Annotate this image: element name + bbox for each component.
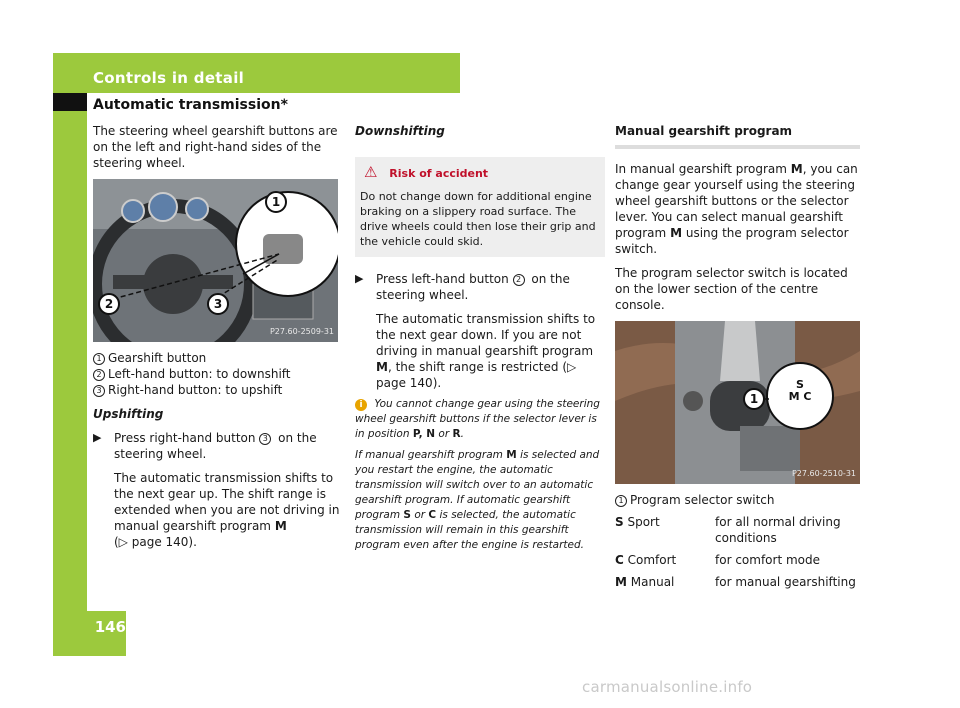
info-note-2-text-e: or <box>414 509 426 521</box>
button-number: 2 <box>513 274 525 286</box>
mode-name: Manual <box>630 575 675 589</box>
upshift-heading: Upshifting <box>93 407 164 421</box>
program-letter: C <box>428 509 437 521</box>
steering-wheel-illustration <box>93 179 338 342</box>
steering-wheel-figure <box>93 179 338 342</box>
callout-1: 1 <box>743 388 765 410</box>
downshift-step <box>355 271 605 303</box>
gear-position-r: R <box>452 428 461 440</box>
table-row <box>615 552 860 574</box>
intro-text: The steering wheel gearshift buttons are on the left and right-hand sides of the steering wheel. <box>93 124 338 170</box>
mode-name: Sport <box>627 515 660 529</box>
watermark: carmanualsonline.info <box>582 678 753 696</box>
mode-name: Comfort <box>627 553 677 567</box>
legend-item <box>93 366 340 382</box>
downshift-heading: Downshifting <box>355 124 445 138</box>
mode-name-cell <box>615 514 715 552</box>
header-tab-marker <box>53 93 87 111</box>
gear-positions: P, N <box>412 428 436 440</box>
info-note-2-text-g: is selected, the automatic transmission will remain in this gearshift program even after the engine is restarted. <box>355 509 585 551</box>
callout-1: 1 <box>265 191 287 213</box>
upshift-description-text: The automatic transmission shifts to the next gear up. The shift range is extended when you are not driving in manual gearshift program <box>114 471 340 533</box>
switch-letter-m: M <box>788 390 800 403</box>
selector-switch-figure <box>615 321 860 484</box>
legend-number: 3 <box>93 385 105 397</box>
program-modes-table <box>615 514 860 596</box>
mode-name-cell <box>615 574 715 596</box>
warning-title: Risk of accident <box>389 167 489 180</box>
page-number: 146 <box>94 618 126 636</box>
table-row <box>615 574 860 596</box>
info-note-2-text-a: If manual gearshift program <box>355 449 503 461</box>
legend-item <box>615 492 860 508</box>
console-illustration <box>615 321 860 484</box>
program-letter: S <box>403 509 411 521</box>
warning-header <box>360 165 600 181</box>
switch-letter-c: C <box>803 390 812 403</box>
info-icon: i <box>355 399 367 411</box>
manual-program-heading: Manual gearshift program <box>615 123 860 149</box>
program-letter: M <box>376 360 388 374</box>
legend-number: 1 <box>615 495 627 507</box>
intro-text-b: , you can change gear yourself using the steering wheel gearshift buttons or the selector lever. You can select manual gearshift program <box>615 162 858 240</box>
legend-text: Gearshift button <box>108 351 207 365</box>
switch-letters-mc <box>781 391 819 403</box>
step-arrow-icon: ▶ <box>355 272 364 285</box>
legend-item <box>93 350 340 366</box>
upshift-step-text-end: on the steering wheel. <box>114 431 317 461</box>
mode-letter: S <box>615 515 624 529</box>
step-arrow-icon: ▶ <box>93 431 102 444</box>
info-note-2 <box>355 448 605 553</box>
mode-letter: C <box>615 553 624 567</box>
switch-label-group <box>781 379 819 403</box>
legend-number: 1 <box>93 353 105 365</box>
downshift-description-text: The automatic transmission shifts to the next gear down. If you are not driving in manual gearshift program <box>376 312 596 358</box>
page-reference: (▷ page 140). <box>114 535 197 549</box>
upshift-step <box>93 430 340 462</box>
section-title: Controls in detail <box>93 69 245 87</box>
program-letter: M <box>670 226 683 240</box>
info-or: or <box>438 428 450 440</box>
subsection-title: Automatic transmission* <box>93 97 288 113</box>
callout-2: 2 <box>98 293 120 315</box>
program-letter: M <box>506 449 517 461</box>
legend-number: 2 <box>93 369 105 381</box>
info-note-2-text-c: is selected and you restart the engine, the automatic transmission will switch over to an automatic gearshift program. If automatic gearshift program <box>355 449 600 521</box>
side-bar <box>53 111 87 656</box>
intro-text-c: using the program selector switch. <box>615 226 849 256</box>
table-row <box>615 514 860 552</box>
downshift-step-text: Press left-hand button <box>376 272 509 286</box>
column-steering-buttons <box>93 123 340 550</box>
info-note-1: i You cannot change gear using the steering wheel gearshift buttons if the selector lever is in position P, N or R. <box>355 398 600 440</box>
downshift-description-end: , the shift range is restricted (▷ page 140). <box>376 360 577 390</box>
legend-text: Right-hand button: to upshift <box>108 383 283 397</box>
mode-description: for manual gearshifting <box>715 575 856 589</box>
upshift-description <box>93 470 340 550</box>
upshift-step-text: Press right-hand button <box>114 431 256 445</box>
mode-letter: M <box>615 575 627 589</box>
warning-triangle-icon: ⚠ <box>364 163 378 181</box>
downshift-description <box>355 311 605 391</box>
warning-text: Do not change down for additional engine braking on a slippery road surface. The drive wheels could then lose their grip and the vehicle could skid. <box>360 190 596 248</box>
callout-3: 3 <box>207 293 229 315</box>
mode-description: for comfort mode <box>715 553 820 567</box>
legend-text: Program selector switch <box>630 493 775 507</box>
column-manual-program <box>615 123 860 596</box>
legend-text: Left-hand button: to downshift <box>108 367 291 381</box>
info-note-1-text: You cannot change gear using the steering wheel gearshift buttons if the selector lever is in position <box>355 398 600 440</box>
figure-code: P27.60-2510-31 <box>791 469 856 478</box>
column-downshifting <box>355 123 605 559</box>
program-letter: M <box>790 162 803 176</box>
figure-code: P27.60-2509-31 <box>269 327 334 336</box>
switch-location-text: The program selector switch is located on the lower section of the centre console. <box>615 266 848 312</box>
intro-text-a: In manual gearshift program <box>615 162 787 176</box>
program-letter: M <box>274 519 287 533</box>
legend-item <box>93 382 340 398</box>
mode-name-cell <box>615 552 715 574</box>
switch-letter-s: S <box>796 378 804 391</box>
button-number: 3 <box>259 433 271 445</box>
manual-program-intro <box>615 161 860 257</box>
downshift-step-text-end: on the steering wheel. <box>376 272 570 302</box>
mode-description: for all normal driving conditions <box>715 515 841 545</box>
warning-box <box>355 157 605 257</box>
